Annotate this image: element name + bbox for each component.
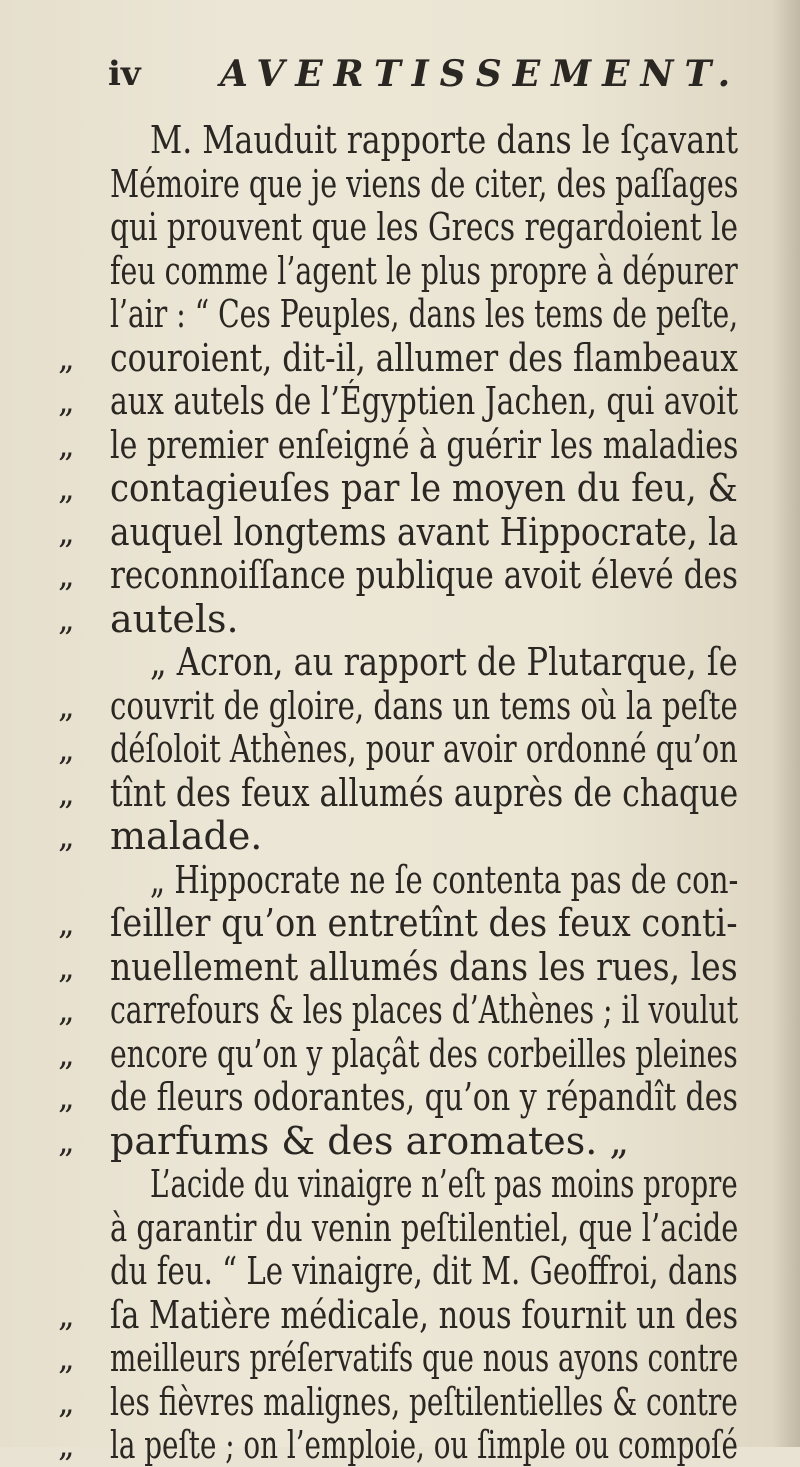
line-text: couvrit de gloire, dans un tems où la peſte xyxy=(110,683,738,728)
page-gutter-shadow xyxy=(772,0,800,1447)
line-text: autels. xyxy=(110,596,239,641)
text-line xyxy=(58,901,758,945)
line-text: contagieuſes par le moyen du feu, & xyxy=(110,466,738,510)
text-line xyxy=(58,597,758,641)
quote-mark: „ xyxy=(58,817,75,855)
text-line xyxy=(58,336,758,380)
line-text: ſeiller qu’on entretînt des feux conti- xyxy=(110,901,738,945)
quote-mark: „ xyxy=(58,1034,75,1073)
text-line xyxy=(58,1423,758,1467)
text-line xyxy=(58,727,758,771)
line-text: M. Mauduit rapporte dans le ſçavant xyxy=(150,118,739,162)
quote-mark: „ xyxy=(58,469,75,507)
quote-mark: „ xyxy=(58,1121,75,1160)
text-line xyxy=(58,640,758,684)
text-line xyxy=(58,510,758,554)
line-text: encore qu’on y plaçât des corbeilles pleines xyxy=(110,1031,738,1076)
line-text: „ Acron, au rapport de Plutarque, ſe xyxy=(150,640,738,684)
text-line xyxy=(58,292,758,336)
line-text: aux autels de l’Égyptien Jachen, qui avoit xyxy=(110,379,738,423)
page-header xyxy=(110,52,750,96)
quote-mark: „ xyxy=(58,991,75,1029)
text-line xyxy=(58,684,758,728)
text-line xyxy=(58,1380,758,1424)
line-text: feu comme l’agent le plus propre à dépurer xyxy=(110,248,738,293)
running-head: AVERTISSEMENT. xyxy=(220,53,742,95)
line-text: parfums & des aromates. „ xyxy=(110,1118,630,1163)
line-text: la peſte ; on l’emploie, ou ſimple ou compoſé xyxy=(110,1423,738,1467)
line-text: qui prouvent que les Grecs regardoient le xyxy=(110,205,739,249)
line-text: tînt des feux allumés auprès de chaque xyxy=(110,770,739,815)
text-line xyxy=(58,249,758,293)
quote-mark: „ xyxy=(58,599,75,638)
line-text: déſoloit Athènes, pour avoir ordonné qu’on xyxy=(110,727,738,771)
quote-mark: „ xyxy=(58,730,75,768)
page-number: iv xyxy=(108,54,141,94)
text-line xyxy=(58,553,758,597)
line-text: l’air : “ Ces Peuples, dans les tems de peſte, xyxy=(110,292,739,336)
text-line xyxy=(58,118,758,162)
line-text: auquel longtems avant Hippocrate, la xyxy=(110,509,739,554)
text-line xyxy=(58,988,758,1032)
quote-mark: „ xyxy=(58,382,75,420)
line-text: meilleurs préſervatifs que nous ayons contre xyxy=(110,1336,739,1380)
line-text: couroient, dit-il, allumer des flambeaux xyxy=(110,335,738,380)
text-line xyxy=(58,205,758,249)
line-text: malade. xyxy=(110,814,263,858)
text-line xyxy=(58,423,758,467)
quote-mark: „ xyxy=(58,686,75,725)
quote-mark: „ xyxy=(58,1382,75,1421)
quote-mark: „ xyxy=(58,425,75,464)
text-line xyxy=(58,162,758,206)
text-line xyxy=(58,466,758,510)
line-text: reconnoiſſance publique avoit élevé des xyxy=(110,553,738,597)
text-line xyxy=(58,1336,758,1380)
text-line xyxy=(58,1032,758,1076)
text-line xyxy=(58,1162,758,1206)
text-line xyxy=(58,858,758,902)
text-line xyxy=(58,771,758,815)
quote-mark: „ xyxy=(58,1339,75,1377)
text-line xyxy=(58,1075,758,1119)
quote-mark: „ xyxy=(58,947,75,986)
quote-mark: „ xyxy=(58,1078,75,1116)
quote-mark: „ xyxy=(58,338,75,377)
line-text: les fièvres malignes, peſtilentielles & contre xyxy=(110,1379,738,1424)
line-text: de fleurs odorantes, qu’on y répandît des xyxy=(110,1075,738,1119)
quote-mark: „ xyxy=(58,904,75,942)
line-text: „ Hippocrate ne ſe contenta pas de con- xyxy=(150,857,739,902)
text-line xyxy=(58,1206,758,1250)
text-line xyxy=(58,945,758,989)
line-text: carrefours & les places d’Athènes ; il voulut xyxy=(110,988,739,1032)
quote-mark: „ xyxy=(58,1426,75,1464)
text-line xyxy=(58,379,758,423)
line-text: Mémoire que je viens de citer, des paſſages xyxy=(110,161,739,206)
text-line xyxy=(58,1119,758,1163)
line-text: à garantir du venin peſtilentiel, que l’acide xyxy=(110,1205,739,1250)
quote-mark: „ xyxy=(58,1295,75,1334)
quote-mark: „ xyxy=(58,556,75,594)
quote-mark: „ xyxy=(58,773,75,812)
line-text: le premier enſeigné à guérir les maladies xyxy=(110,422,739,467)
text-line xyxy=(58,814,758,858)
line-text: ſa Matière médicale, nous fournit un des xyxy=(110,1292,739,1337)
text-line xyxy=(58,1293,758,1337)
quote-mark: „ xyxy=(58,512,75,551)
text-line xyxy=(58,1249,758,1293)
line-text: du feu. “ Le vinaigre, dit M. Geoffroi, dans xyxy=(110,1249,738,1293)
line-text: nuellement allumés dans les rues, les xyxy=(110,944,738,989)
line-text: L’acide du vinaigre n’eſt pas moins propre xyxy=(150,1162,738,1206)
